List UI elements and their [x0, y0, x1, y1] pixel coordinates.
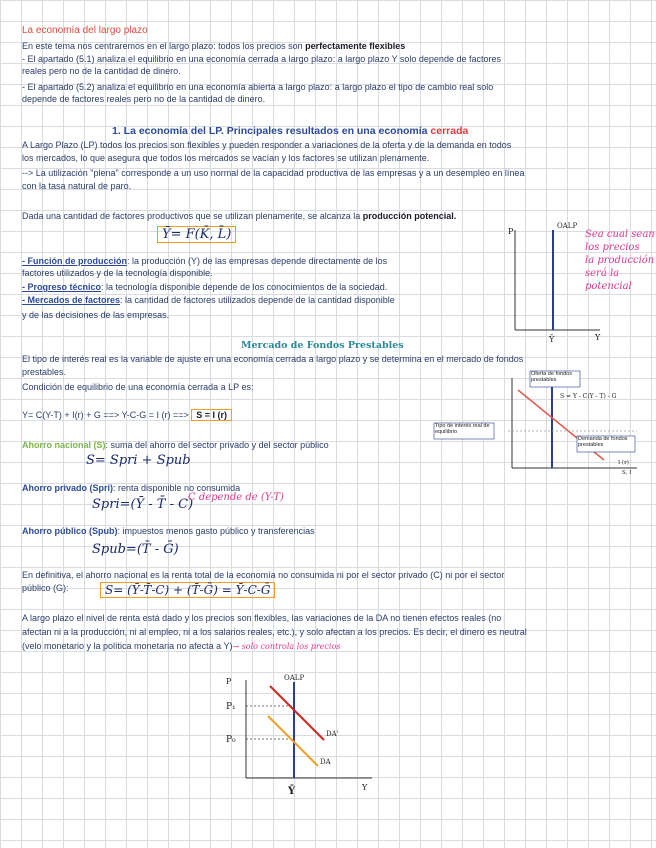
national-saving-formula: S= Spri + Spub: [86, 453, 191, 468]
private-saving-line: Ahorro privado (Spri): renta disponible no consumida: [22, 483, 241, 493]
graph1-y-label: P: [508, 227, 514, 236]
conclusion-line-2: público (G):: [22, 583, 69, 593]
intro-line-1: En este tema nos centraremos en el largo plazo: todos los precios son perfectamente flexibles: [22, 41, 406, 51]
factor-line-1: - Función de producción: la producción (Y) de las empresas depende directamente de los: [22, 256, 388, 266]
da-prime-line: [270, 686, 324, 740]
closing-line-1: A largo plazo el nivel de renta está dado y los precios son flexibles, las variaciones de la DA no tienen efectos reales (no: [22, 613, 502, 623]
graph1-oalp-label: OALP: [557, 222, 578, 230]
page-title: La economía del largo plazo: [22, 25, 148, 36]
loanable-funds-graph: [432, 368, 642, 478]
graph3-ybar-label: Ȳ: [288, 786, 296, 797]
section-title: 1. La economía del LP. Principales resultados en una economía cerrada: [112, 125, 469, 137]
graph1-ybar-label: Ȳ: [549, 335, 555, 344]
graph1-x-label: Y: [595, 333, 601, 342]
da-prime-label: DA': [326, 730, 339, 738]
supply-label: Oferta de fondos prestables: [531, 371, 572, 383]
handwritten-note: Sea cual sean los precios la producción será la potencial: [585, 229, 655, 292]
s1-para-5: Dada una cantidad de factores productivos que se utilizan plenamente, se alcanza la producción potencial.: [22, 211, 457, 221]
rate-label: Tipo de interés real de equilibrio: [435, 423, 490, 435]
factor-line-4: - Mercados de factores: la cantidad de factores utilizados depende de la cantidad disponible: [22, 295, 395, 305]
factor-line-5: y de las decisiones de las empresas.: [22, 310, 170, 320]
graph3-y-label: P: [226, 677, 232, 686]
s1-para-3: --> La utilización "plena" corresponde a un uso normal de la capacidad productiva de las empresas y a un desempleo en línea: [22, 168, 525, 178]
graph2-x-label: I (r): [618, 460, 629, 466]
closing-line-2: afectan ni a la producción, ni al empleo, ni a los salarios reales, etc.), y solo afectan a los precios. Es decir, el dinero es neutral: [22, 627, 527, 637]
equilibrium-equation: Y= C(Y-T) + I(r) + G ==> Y-C-G = I (r) ==> S = I (r): [22, 410, 232, 421]
ad-shift-graph: [222, 670, 382, 800]
s1-para-1: A Largo Plazo (LP) todos los precios son flexibles y pueden responder a variaciones de la oferta y de la demanda en todos: [22, 140, 512, 150]
production-function-formula: Ȳ= F(K̄, L̄): [157, 226, 236, 243]
intro-line-4: - El apartado (5.2) analiza el equilibrio en una economía abierta a largo plazo: a largo plazo el tipo de cambio real solo: [22, 82, 494, 92]
closing-line-3: (velo monetario y la política monetaria no afecta a Y)→ solo controla los precios: [22, 641, 341, 651]
graph3-x-label: Y: [362, 783, 368, 792]
private-saving-note: C depende de (Y-T): [188, 492, 284, 503]
intro-line-2: - El apartado (5.1) analiza el equilibrio en una economía cerrada a largo plazo: a largo plazo Y solo depende de factores: [22, 54, 501, 64]
lf-para-1: El tipo de interés real es la variable de ajuste en una economía cerrada a largo plazo y se determina en el mercado de fondos: [22, 354, 524, 364]
p0-label: P₀: [226, 735, 236, 745]
final-saving-formula: S= (Ȳ-T̄-C) + (T̄-Ḡ) = Ȳ-C-Ḡ: [100, 582, 275, 598]
factor-line-3: - Progreso técnico: la tecnología disponible depende de los conocimientos de la sociedad.: [22, 282, 388, 292]
factor-line-2: factores utilizados y de la tecnología disponible.: [22, 268, 213, 278]
graph2-equation: S = Y - C(Y - T) - G: [560, 393, 617, 400]
private-saving-formula: Spri=(Ȳ - T̄ - C): [92, 497, 194, 512]
loanable-funds-title: Mercado de Fondos Prestables: [241, 340, 404, 351]
demand-label: Demanda de fondos prestables: [578, 436, 628, 448]
s1-para-4: con la tasa natural de paro.: [22, 181, 132, 191]
lf-para-2: prestables.: [22, 367, 67, 377]
lf-para-3: Condición de equilibrio de una economía cerrada a LP es:: [22, 382, 254, 392]
s1-para-2: los mercados, lo que asegura que todos los mercados se vacían y los factores se utilizan plenamente.: [22, 153, 430, 163]
national-saving-line: Ahorro nacional (S): suma del ahorro del sector privado y del sector público: [22, 440, 329, 450]
intro-line-3: reales pero no de la cantidad de dinero.: [22, 66, 181, 76]
graph2-x-label-2: S, I: [622, 470, 632, 476]
conclusion-line-1: En definitiva, el ahorro nacional es la renta total de la economía no consumida ni por el sector privado (C) ni por el sector: [22, 570, 505, 580]
intro-line-5: depende de factores reales pero no de la cantidad de dinero.: [22, 94, 266, 104]
p1-label: P₁: [226, 702, 236, 712]
da-label: DA: [320, 758, 331, 766]
public-saving-line: Ahorro público (Spub): impuestos menos gasto público y transferencias: [22, 526, 315, 536]
graph3-oalp-label: OALP: [284, 674, 305, 682]
public-saving-formula: Spub=(T̄ - Ḡ): [92, 542, 179, 557]
